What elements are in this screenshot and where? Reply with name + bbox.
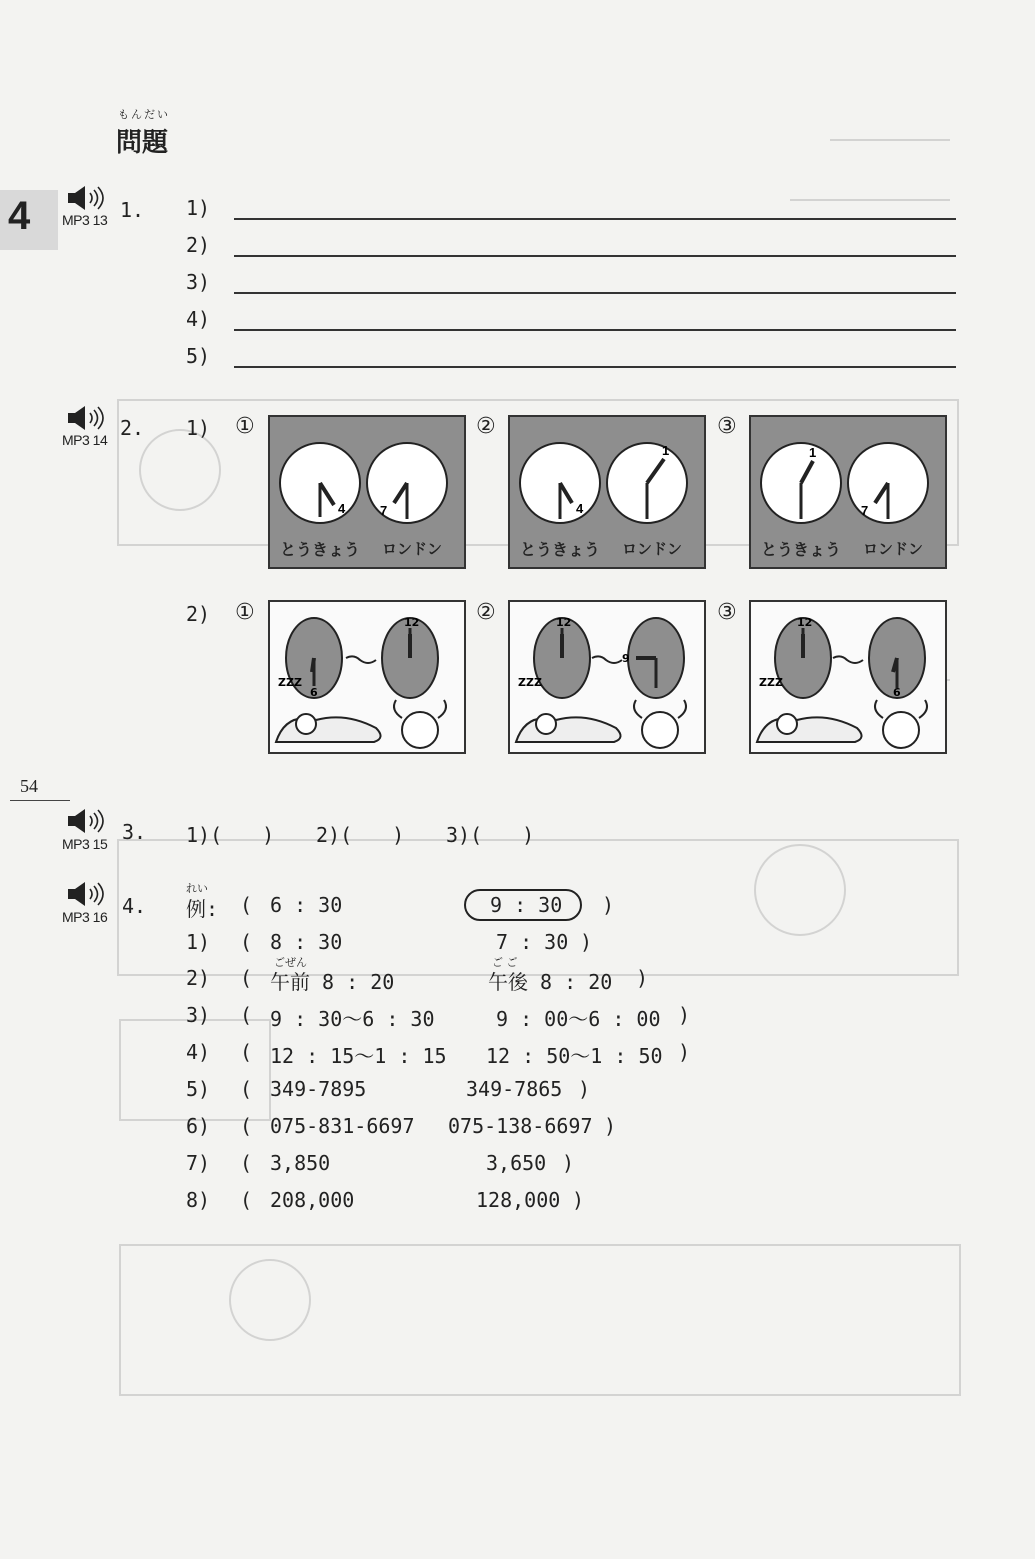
option-mark: ③ xyxy=(717,414,737,439)
option-b[interactable]: 9 : 30 xyxy=(490,893,563,917)
row-label: 3) xyxy=(186,1003,211,1027)
audio-track-label: MP3 13 xyxy=(62,212,108,228)
close-paren: ) xyxy=(678,1003,691,1027)
answer-blank[interactable]: 2)( ) xyxy=(316,823,405,847)
open-paren: ( xyxy=(240,1040,253,1064)
svg-text:12: 12 xyxy=(556,616,572,629)
sleep-scene-drawing xyxy=(510,602,704,752)
chapter-number: 4 xyxy=(8,194,31,238)
option-b[interactable]: 9 : 00～6 : 00 xyxy=(496,1007,661,1031)
option-a[interactable]: 208,000 xyxy=(270,1188,355,1212)
city-label: とうきょう xyxy=(761,540,842,559)
svg-text:4: 4 xyxy=(576,501,584,516)
close-paren: ) xyxy=(578,1077,591,1101)
example-ruby: れい xyxy=(186,882,208,895)
option-a[interactable]: 6 : 30 xyxy=(270,893,343,917)
close-paren: ) xyxy=(604,1114,617,1138)
answer-item-label: 3) xyxy=(186,270,211,294)
close-paren: ) xyxy=(572,1188,585,1212)
answer-line[interactable] xyxy=(234,366,956,368)
option-a[interactable]: 075-831-6697 xyxy=(270,1114,415,1138)
clock-pair-panel[interactable] xyxy=(268,415,466,569)
svg-text:7: 7 xyxy=(380,503,388,518)
option-b[interactable]: 128,000 xyxy=(476,1188,561,1212)
page-number: 54 xyxy=(20,776,38,796)
answer-item-label: 2) xyxy=(186,233,211,257)
option-a[interactable]: 3,850 xyxy=(270,1151,331,1175)
audio-track-label: MP3 15 xyxy=(62,836,108,852)
svg-text:7: 7 xyxy=(861,503,869,518)
sleep-scene-drawing xyxy=(751,602,945,752)
speaker-icon[interactable] xyxy=(66,405,106,431)
close-paren: ) xyxy=(562,1151,575,1175)
option-b[interactable]: 12 : 50～1 : 50 xyxy=(486,1044,663,1068)
open-paren: ( xyxy=(240,1003,253,1027)
row-label: 1) xyxy=(186,930,211,954)
city-label: ロンドン xyxy=(622,540,683,558)
option-a[interactable]: 9 : 30～6 : 30 xyxy=(270,1007,435,1031)
open-paren: ( xyxy=(240,1188,253,1212)
page-number-rule xyxy=(10,800,70,801)
clock-pair-panel[interactable] xyxy=(508,415,706,569)
answer-blank[interactable]: 3)( ) xyxy=(446,823,535,847)
option-a[interactable]: 午前 8 : 20 xyxy=(270,970,395,994)
svg-text:ZZZ: ZZZ xyxy=(278,676,302,689)
answer-item-label: 4) xyxy=(186,307,211,331)
answer-line[interactable] xyxy=(234,218,956,220)
row-label: 4) xyxy=(186,1040,211,1064)
svg-text:ZZZ: ZZZ xyxy=(518,676,542,689)
clock-pair-panel[interactable] xyxy=(749,415,947,569)
answer-item-label: 1) xyxy=(186,196,211,220)
svg-text:6: 6 xyxy=(310,686,318,699)
option-mark: ① xyxy=(235,600,255,625)
row-label: 6) xyxy=(186,1114,211,1138)
open-paren: ( xyxy=(240,893,253,917)
sleep-scene-panel[interactable] xyxy=(508,600,706,754)
city-label: ロンドン xyxy=(382,540,443,558)
svg-text:12: 12 xyxy=(404,616,420,629)
option-b[interactable]: 午後 8 : 20 xyxy=(488,970,613,994)
example-label: 例: xyxy=(186,897,219,921)
clock-pair-drawing xyxy=(510,417,704,527)
row-label: 5) xyxy=(186,1077,211,1101)
option-b[interactable]: 3,650 xyxy=(486,1151,547,1175)
ruby-gozen: ごぜん xyxy=(274,956,307,969)
audio-track-label: MP3 14 xyxy=(62,432,108,448)
question-number: 4. xyxy=(122,894,147,918)
question-number: 1. xyxy=(120,198,145,222)
sub-question-label: 2) xyxy=(186,602,211,626)
option-mark: ① xyxy=(235,414,255,439)
option-b[interactable]: 349-7865 xyxy=(466,1077,563,1101)
answer-line[interactable] xyxy=(234,292,956,294)
answer-item-label: 5) xyxy=(186,344,211,368)
answer-line[interactable] xyxy=(234,329,956,331)
option-b[interactable]: 7 : 30 xyxy=(496,930,569,954)
answer-line[interactable] xyxy=(234,255,956,257)
close-paren: ) xyxy=(636,966,649,990)
option-mark: ③ xyxy=(717,600,737,625)
title-ruby: もんだい xyxy=(118,108,170,121)
open-paren: ( xyxy=(240,1114,253,1138)
option-a[interactable]: 8 : 30 xyxy=(270,930,343,954)
svg-text:6: 6 xyxy=(893,686,901,699)
row-label: 8) xyxy=(186,1188,211,1212)
row-label: 2) xyxy=(186,966,211,990)
option-mark: ② xyxy=(476,414,496,439)
city-label: ロンドン xyxy=(863,540,924,558)
open-paren: ( xyxy=(240,930,253,954)
svg-text:12: 12 xyxy=(797,616,813,629)
speaker-icon[interactable] xyxy=(66,185,106,211)
close-paren: ) xyxy=(678,1040,691,1064)
ruby-gogo: ご ご xyxy=(492,956,518,969)
speaker-icon[interactable] xyxy=(66,881,106,907)
sleep-scene-panel[interactable] xyxy=(268,600,466,754)
open-paren: ( xyxy=(240,1077,253,1101)
svg-text:4: 4 xyxy=(338,501,346,516)
svg-text:1: 1 xyxy=(662,443,670,458)
answer-blank[interactable]: 1)( ) xyxy=(186,823,275,847)
clock-pair-drawing xyxy=(270,417,464,527)
sleep-scene-drawing xyxy=(270,602,464,752)
question-number: 3. xyxy=(122,820,147,844)
svg-text:9: 9 xyxy=(622,652,630,665)
close-paren: ) xyxy=(580,930,593,954)
svg-text:ZZZ: ZZZ xyxy=(759,676,783,689)
open-paren: ( xyxy=(240,966,253,990)
row-label: 7) xyxy=(186,1151,211,1175)
close-paren: ) xyxy=(602,893,615,917)
city-label: とうきょう xyxy=(280,540,361,559)
sleep-scene-panel[interactable] xyxy=(749,600,947,754)
city-label: とうきょう xyxy=(520,540,601,559)
option-a[interactable]: 12 : 15～1 : 15 xyxy=(270,1044,447,1068)
speaker-icon[interactable] xyxy=(66,808,106,834)
audio-track-label: MP3 16 xyxy=(62,909,108,925)
page-title: 問題 xyxy=(116,128,169,158)
option-a[interactable]: 349-7895 xyxy=(270,1077,367,1101)
option-mark: ② xyxy=(476,600,496,625)
sub-question-label: 1) xyxy=(186,416,211,440)
clock-pair-drawing xyxy=(751,417,945,527)
question-number: 2. xyxy=(120,416,145,440)
option-b[interactable]: 075-138-6697 xyxy=(448,1114,593,1138)
open-paren: ( xyxy=(240,1151,253,1175)
svg-text:1: 1 xyxy=(809,445,817,460)
